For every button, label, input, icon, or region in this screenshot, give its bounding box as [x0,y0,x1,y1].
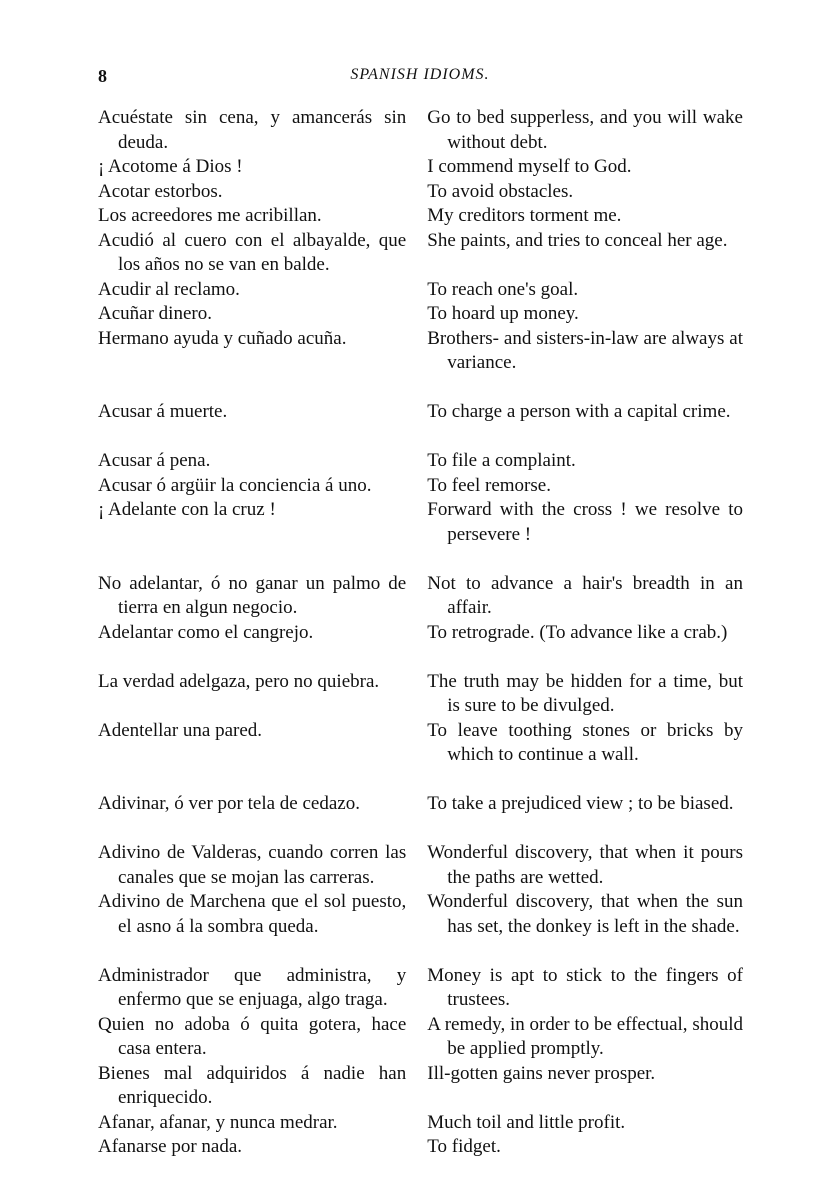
english-translation: To fidget. [427,1136,501,1157]
english-translation: Much toil and little profit. [427,1111,626,1133]
idiom-entry [98,841,743,890]
english-translation: To file a complaint. [427,450,576,471]
spanish-idiom: ¡ Acotome á Dios ! [98,156,243,177]
idiom-entry [98,204,743,229]
spanish-idiom: Acudió al cuero con el albayalde, que los años no se van en balde. [98,229,407,275]
spanish-idiom: La verdad adelgaza, pero no quiebra. [98,670,380,692]
english-translation: My creditors torment me. [427,205,622,226]
english-translation: Brothers- and sisters-in-law are always at variance. [427,327,743,373]
idiom-entry [98,964,743,1013]
english-translation: To hoard up money. [427,303,579,324]
english-translation: Forward with the cross ! we resolve to persevere ! [427,499,743,545]
spanish-idiom: Bienes mal adquiridos á nadie han enriquecido. [98,1062,407,1108]
english-translation: Not to advance a hair's breadth in an affair. [427,572,743,618]
idiom-entry [98,890,743,939]
idiom-entry [98,572,743,621]
idiom-entry [98,278,743,303]
english-translation: To reach one's goal. [427,278,579,300]
spanish-idiom: Adivino de Valderas, cuando corren las canales que se mojan las carreras. [98,842,407,888]
idiom-entry [98,155,743,180]
english-translation: To avoid obstacles. [427,180,574,202]
english-translation: Money is apt to stick to the fingers of trustees. [427,964,743,1010]
idiom-entry [98,180,743,205]
idiom-entry [98,670,743,719]
spanish-idiom: Adentellar una pared. [98,719,263,741]
idiom-entry [98,327,743,376]
english-translation: She paints, and tries to conceal her age. [427,229,728,251]
spanish-idiom: Adivinar, ó ver por tela de cedazo. [98,793,360,814]
spanish-idiom: Afanarse por nada. [98,1136,243,1157]
spanish-idiom: Adivino de Marchena que el sol puesto, el asno á la sombra queda. [98,891,407,937]
spanish-idiom: ¡ Adelante con la cruz ! [98,499,276,520]
spanish-idiom: Adelantar como el cangrejo. [98,621,314,643]
english-translation: Wonderful discovery, that when the sun has set, the donkey is left in the shade. [427,891,743,937]
idiom-entry [98,106,743,155]
english-translation: Go to bed supperless, and you will wake without debt. [427,107,743,153]
idiom-entry [98,302,743,327]
english-translation: To retrograde. (To advance like a crab.) [427,621,728,643]
english-translation: I commend myself to God. [427,156,632,177]
idiom-entry [98,449,743,474]
idiom-entry [98,621,743,646]
english-translation: A remedy, in order to be effectual, should be applied promptly. [427,1013,743,1059]
spanish-idiom: Acuéstate sin cena, y amancerás sin deuda. [98,107,407,153]
spanish-idiom: Afanar, afanar, y nunca medrar. [98,1111,338,1133]
english-translation: Ill-gotten gains never prosper. [427,1062,656,1084]
spanish-idiom: Acusar á pena. [98,450,211,471]
english-translation: To charge a person with a capital crime. [427,401,731,422]
english-translation: To feel remorse. [427,474,551,496]
spanish-idiom: Acusar á muerte. [98,401,228,422]
idiom-entry [98,229,743,278]
spanish-idiom: No adelantar, ó no ganar un palmo de tierra en algun negocio. [98,572,407,618]
spanish-idiom: Acotar estorbos. [98,180,223,202]
idiom-entry [98,1062,743,1111]
idiom-entry [98,1111,743,1136]
spanish-idiom: Acudir al reclamo. [98,278,240,300]
spanish-idiom: Los acreedores me acribillan. [98,205,322,226]
english-translation: To take a prejudiced view ; to be biased. [427,793,734,814]
english-translation: To leave toothing stones or bricks by which to continue a wall. [427,719,743,765]
idiom-entry [98,1013,743,1062]
english-translation: Wonderful discovery, that when it pours the paths are wetted. [427,842,743,888]
idiom-entry [98,498,743,547]
spanish-idiom: Hermano ayuda y cuñado acuña. [98,327,347,349]
page-number: 8 [98,66,107,86]
idiom-entry [98,400,743,425]
idiom-list [98,106,743,1160]
english-translation: The truth may be hidden for a time, but is sure to be divulged. [427,670,743,716]
spanish-idiom: Quien no adoba ó quita gotera, hace casa entera. [98,1013,407,1059]
running-title: SPANISH IDIOMS. [350,66,490,83]
spanish-idiom: Acuñar dinero. [98,303,212,324]
spanish-idiom: Administrador que administra, y enfermo que se enjuaga, algo traga. [98,964,407,1010]
idiom-entry [98,719,743,768]
idiom-entry [98,1135,743,1160]
idiom-entry [98,792,743,817]
idiom-entry [98,474,743,499]
spanish-idiom: Acusar ó argüir la conciencia á uno. [98,474,372,496]
